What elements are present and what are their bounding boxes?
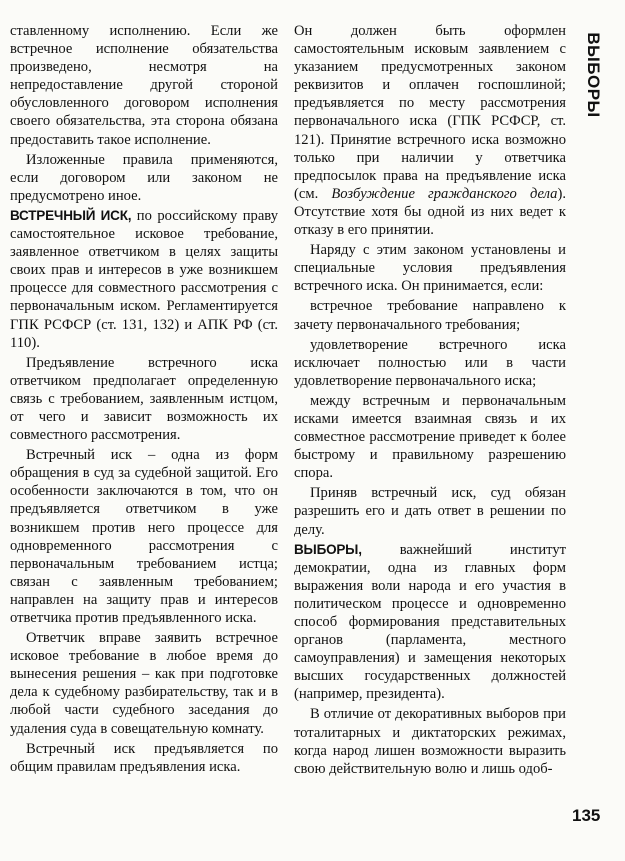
paragraph: ставленному исполнению. Если же встречное исполнение обязательства произведено, несмотря на непредоставление другой стороной обусловленного договором исполнения своего обязательства, эта сторона обязана предоставить такое исполнение. — [10, 23, 278, 148]
list-item: встречное требование направлено к зачету первоначального требования; — [294, 298, 566, 333]
paragraph: Предъявление встречного иска ответчиком предполагает определенную связь с требованием, заявленным истцом, от чего и зависит возможность их совместного рассмотрения. — [10, 354, 278, 444]
list-item: между встречным и первоначальным исками имеется взаимная связь и их совместное рассмотрение приведет к более быстрому и правильному разрешению спора. — [294, 392, 566, 482]
right-column — [294, 22, 566, 780]
dictionary-entry — [10, 207, 278, 352]
list-item: удовлетворение встречного иска исключает полностью или в части удовлетворение первоначального иска; — [294, 336, 566, 389]
page-number: 135 — [572, 806, 601, 825]
dictionary-entry — [294, 541, 566, 704]
cross-reference: Возбуждение гражданского дела — [331, 185, 558, 202]
running-head — [568, 30, 618, 120]
running-head-text: ВЫБОРЫ — [584, 32, 603, 118]
text-fragment: Он должен быть оформлен самостоятельным исковым заявлением с указанием предусмотренных законом реквизитов и оплачен госпошлиной; предъявляется по месту рассмотрения первоначального иска (ГПК РСФСР, ст. 121). Принятие встречного иска возможно только при наличии у ответчика предпосылок права на предъявление иска (см. — [294, 23, 566, 202]
entry-definition: по российскому праву самостоятельное исковое требование, заявленное ответчиком в целях защиты своих прав и интересов в уже возникшем процессе для совместного рассмотрения с первоначальным иском. Регламентируется ГПК РСФСР (ст. 131, 132) и АПК РФ (ст. 110). — [10, 207, 278, 351]
paragraph: Ответчик вправе заявить встречное исковое требование в любое время до вынесения решения – как при подготовке дела к судебному разбирательству, так и в любой части судебного заседания до удаления суда в совещательную комнату. — [10, 630, 278, 737]
paragraph: Приняв встречный иск, суд обязан разрешить его и дать ответ в решении по делу. — [294, 485, 566, 538]
paragraph: Встречный иск предъявляется по общим правилам предъявления иска. — [10, 740, 278, 775]
text-fragment: ). Отсутствие хотя бы одной из них ведет к отказу в его принятии. — [294, 185, 566, 239]
entry-headword: ВЫБОРЫ, — [294, 541, 362, 557]
paragraph: Наряду с этим законом установлены и специальные условия предъявления встречного иска. Он принимается, если: — [294, 242, 566, 295]
paragraph: В отличие от декоративных выборов при тоталитарных и диктаторских режимах, когда народ лишен возможности выразить свою действительную волю и лишь одоб- — [294, 706, 566, 777]
entry-headword: ВСТРЕЧНЫЙ ИСК, — [10, 207, 132, 223]
paragraph: Изложенные правила применяются, если договором или законом не предусмотрено иное. — [10, 151, 278, 204]
left-column — [10, 22, 278, 778]
paragraph: Встречный иск – одна из форм обращения в суд за судебной защитой. Его особенности заключаются в том, что он предъявляется ответчиком в уже возникшем против него процессе для одновременного рассмотрения с первоначальным требованием истца; связан с заявленным требованием; направлен на защиту прав и интересов ответчика против предъявленного иска. — [10, 447, 278, 626]
paragraph — [294, 22, 566, 239]
entry-definition: важнейший институт демократии, одна из главных форм выражения воли народа и его участия в политическом процессе и одновременно способ формирования представительных органов (парламента, местного самоуправления) и замещения некоторых высших государственных должностей (например, президента). — [294, 541, 566, 703]
